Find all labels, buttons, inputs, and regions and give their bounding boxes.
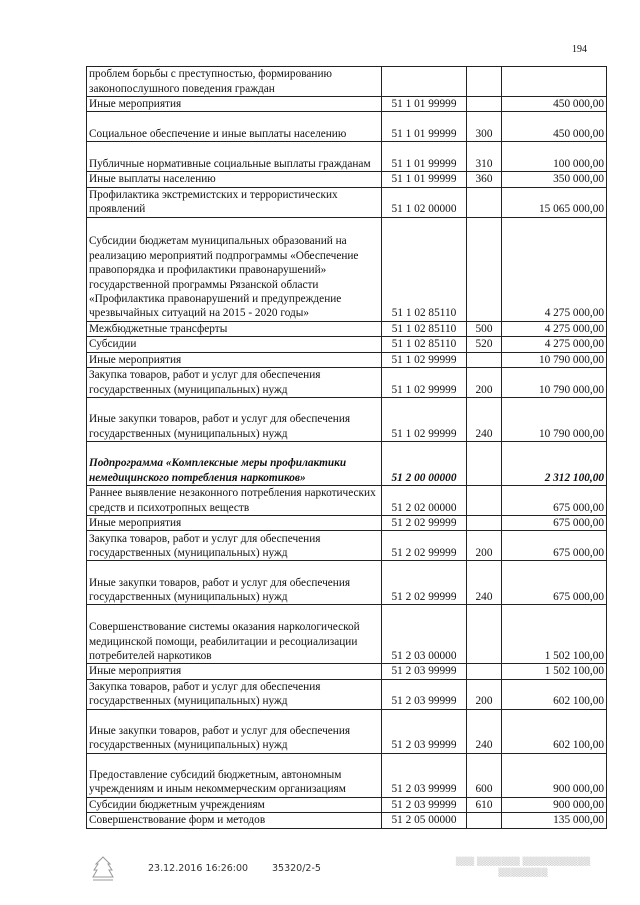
emblem-icon	[92, 856, 114, 882]
row-name-cell: Иные выплаты населению	[87, 172, 382, 187]
row-amount-cell: 10 790 000,00	[502, 398, 607, 442]
row-amount-cell: 675 000,00	[502, 561, 607, 605]
row-expense-type-cell	[467, 97, 502, 112]
table-row	[87, 753, 607, 797]
row-name-cell: Предоставление субсидий бюджетным, автономным учреждениям и иным некоммерческим организациям	[87, 753, 382, 797]
row-code-cell: 51 2 00 00000	[382, 442, 467, 486]
row-expense-type-cell	[467, 813, 502, 828]
row-expense-type-cell: 310	[467, 142, 502, 172]
table-row	[87, 486, 607, 516]
row-code-cell: 51 1 01 99999	[382, 112, 467, 142]
budget-table	[86, 66, 607, 829]
table-row	[87, 368, 607, 398]
table-row	[87, 321, 607, 336]
table-row	[87, 97, 607, 112]
row-expense-type-cell	[467, 664, 502, 679]
row-expense-type-cell: 200	[467, 531, 502, 561]
row-name-cell: Закупка товаров, работ и услуг для обеспечения государственных (муниципальных) нужд	[87, 368, 382, 398]
row-code-cell: 51 2 03 99999	[382, 664, 467, 679]
row-amount-cell: 135 000,00	[502, 813, 607, 828]
table-row	[87, 797, 607, 812]
row-expense-type-cell: 500	[467, 321, 502, 336]
row-code-cell: 51 2 03 99999	[382, 709, 467, 753]
row-amount-cell: 4 275 000,00	[502, 337, 607, 352]
table-row	[87, 67, 607, 97]
table-row	[87, 709, 607, 753]
row-amount-cell: 450 000,00	[502, 97, 607, 112]
table-row	[87, 217, 607, 321]
row-code-cell: 51 1 02 99999	[382, 368, 467, 398]
row-expense-type-cell	[467, 486, 502, 516]
table-row	[87, 172, 607, 187]
table-row	[87, 142, 607, 172]
row-expense-type-cell: 200	[467, 679, 502, 709]
row-amount-cell: 602 100,00	[502, 709, 607, 753]
row-expense-type-cell	[467, 187, 502, 217]
row-amount-cell: 100 000,00	[502, 142, 607, 172]
row-code-cell: 51 2 02 99999	[382, 531, 467, 561]
footer-doc-number: 35320/2-5	[272, 863, 321, 874]
faded-stamp: ▒▒▒ ▒▒▒▒▒▒▒ ▒▒▒▒▒▒▒▒▒▒▒ ▒▒▒▒▒▒▒▒	[455, 857, 591, 877]
row-expense-type-cell: 240	[467, 398, 502, 442]
row-name-cell: Совершенствование системы оказания наркологической медицинской помощи, реабилитации и ресоциализации потребителей наркотиков	[87, 605, 382, 664]
row-amount-cell: 450 000,00	[502, 112, 607, 142]
row-code-cell: 51 1 02 99999	[382, 352, 467, 367]
row-expense-type-cell: 520	[467, 337, 502, 352]
table-row	[87, 112, 607, 142]
row-name-cell: Публичные нормативные социальные выплаты гражданам	[87, 142, 382, 172]
row-amount-cell: 1 502 100,00	[502, 664, 607, 679]
row-amount-cell: 602 100,00	[502, 679, 607, 709]
row-expense-type-cell	[467, 352, 502, 367]
table-row	[87, 813, 607, 828]
table-row	[87, 561, 607, 605]
row-code-cell: 51 2 05 00000	[382, 813, 467, 828]
row-amount-cell: 4 275 000,00	[502, 321, 607, 336]
row-code-cell: 51 2 02 99999	[382, 516, 467, 531]
row-amount-cell: 10 790 000,00	[502, 368, 607, 398]
row-amount-cell: 350 000,00	[502, 172, 607, 187]
row-name-cell: Субсидии бюджетам муниципальных образований на реализацию мероприятий подпрограммы «Обеспечение правопорядка и профилактики правонарушений» государственной программы Рязанской области «Профилактика правонарушений и предупреждение чрезвычайных ситуаций на 2015 - 2020 годы»	[87, 217, 382, 321]
row-name-cell: Иные мероприятия	[87, 664, 382, 679]
budget-table-body	[87, 67, 607, 829]
row-name-cell: проблем борьбы с преступностью, формированию законопослушного поведения граждан	[87, 67, 382, 97]
row-code-cell: 51 1 02 85110	[382, 217, 467, 321]
row-code-cell: 51 2 03 99999	[382, 797, 467, 812]
table-row	[87, 398, 607, 442]
row-expense-type-cell: 240	[467, 561, 502, 605]
row-name-cell: Профилактика экстремистских и террористических проявлений	[87, 187, 382, 217]
row-name-cell: Иные закупки товаров, работ и услуг для обеспечения государственных (муниципальных) нужд	[87, 398, 382, 442]
row-code-cell: 51 2 03 99999	[382, 679, 467, 709]
row-name-cell: Социальное обеспечение и иные выплаты населению	[87, 112, 382, 142]
row-amount-cell: 900 000,00	[502, 797, 607, 812]
row-expense-type-cell: 200	[467, 368, 502, 398]
row-code-cell: 51 2 03 99999	[382, 753, 467, 797]
row-name-cell: Субсидии бюджетным учреждениям	[87, 797, 382, 812]
row-expense-type-cell	[467, 442, 502, 486]
row-code-cell: 51 2 02 99999	[382, 561, 467, 605]
row-amount-cell: 1 502 100,00	[502, 605, 607, 664]
row-amount-cell	[502, 67, 607, 97]
row-expense-type-cell: 240	[467, 709, 502, 753]
row-expense-type-cell: 600	[467, 753, 502, 797]
row-amount-cell: 4 275 000,00	[502, 217, 607, 321]
row-amount-cell: 675 000,00	[502, 516, 607, 531]
row-code-cell: 51 1 02 85110	[382, 321, 467, 336]
row-name-cell: Закупка товаров, работ и услуг для обеспечения государственных (муниципальных) нужд	[87, 531, 382, 561]
row-name-cell: Совершенствование форм и методов	[87, 813, 382, 828]
table-row	[87, 531, 607, 561]
row-code-cell: 51 2 03 00000	[382, 605, 467, 664]
table-row	[87, 442, 607, 486]
row-name-cell: Иные мероприятия	[87, 97, 382, 112]
table-row	[87, 187, 607, 217]
row-name-cell: Иные закупки товаров, работ и услуг для обеспечения государственных (муниципальных) нужд	[87, 709, 382, 753]
row-name-cell: Закупка товаров, работ и услуг для обеспечения государственных (муниципальных) нужд	[87, 679, 382, 709]
table-row	[87, 679, 607, 709]
row-code-cell: 51 1 02 99999	[382, 398, 467, 442]
row-expense-type-cell	[467, 516, 502, 531]
table-row	[87, 605, 607, 664]
row-amount-cell: 15 065 000,00	[502, 187, 607, 217]
row-amount-cell: 2 312 100,00	[502, 442, 607, 486]
table-row	[87, 664, 607, 679]
row-code-cell: 51 1 02 00000	[382, 187, 467, 217]
row-code-cell: 51 1 01 99999	[382, 172, 467, 187]
page-number: 194	[572, 44, 587, 55]
row-name-cell: Межбюджетные трансферты	[87, 321, 382, 336]
table-row	[87, 352, 607, 367]
row-amount-cell: 675 000,00	[502, 486, 607, 516]
row-code-cell: 51 1 02 85110	[382, 337, 467, 352]
row-amount-cell: 900 000,00	[502, 753, 607, 797]
row-name-cell: Иные мероприятия	[87, 516, 382, 531]
row-expense-type-cell	[467, 605, 502, 664]
row-code-cell	[382, 67, 467, 97]
row-expense-type-cell: 360	[467, 172, 502, 187]
row-expense-type-cell	[467, 217, 502, 321]
row-code-cell: 51 1 01 99999	[382, 142, 467, 172]
row-expense-type-cell: 610	[467, 797, 502, 812]
row-code-cell: 51 1 01 99999	[382, 97, 467, 112]
row-name-cell: Иные мероприятия	[87, 352, 382, 367]
row-name-cell: Раннее выявление незаконного потребления наркотических средств и психотропных веществ	[87, 486, 382, 516]
row-amount-cell: 675 000,00	[502, 531, 607, 561]
row-name-cell: Иные закупки товаров, работ и услуг для обеспечения государственных (муниципальных) нужд	[87, 561, 382, 605]
row-amount-cell: 10 790 000,00	[502, 352, 607, 367]
table-row	[87, 516, 607, 531]
table-row	[87, 337, 607, 352]
row-expense-type-cell	[467, 67, 502, 97]
row-code-cell: 51 2 02 00000	[382, 486, 467, 516]
row-name-cell: Субсидии	[87, 337, 382, 352]
footer-date: 23.12.2016 16:26:00	[148, 863, 249, 874]
row-name-cell: Подпрограмма «Комплексные меры профилактики немедицинского потребления наркотиков»	[87, 442, 382, 486]
row-expense-type-cell: 300	[467, 112, 502, 142]
